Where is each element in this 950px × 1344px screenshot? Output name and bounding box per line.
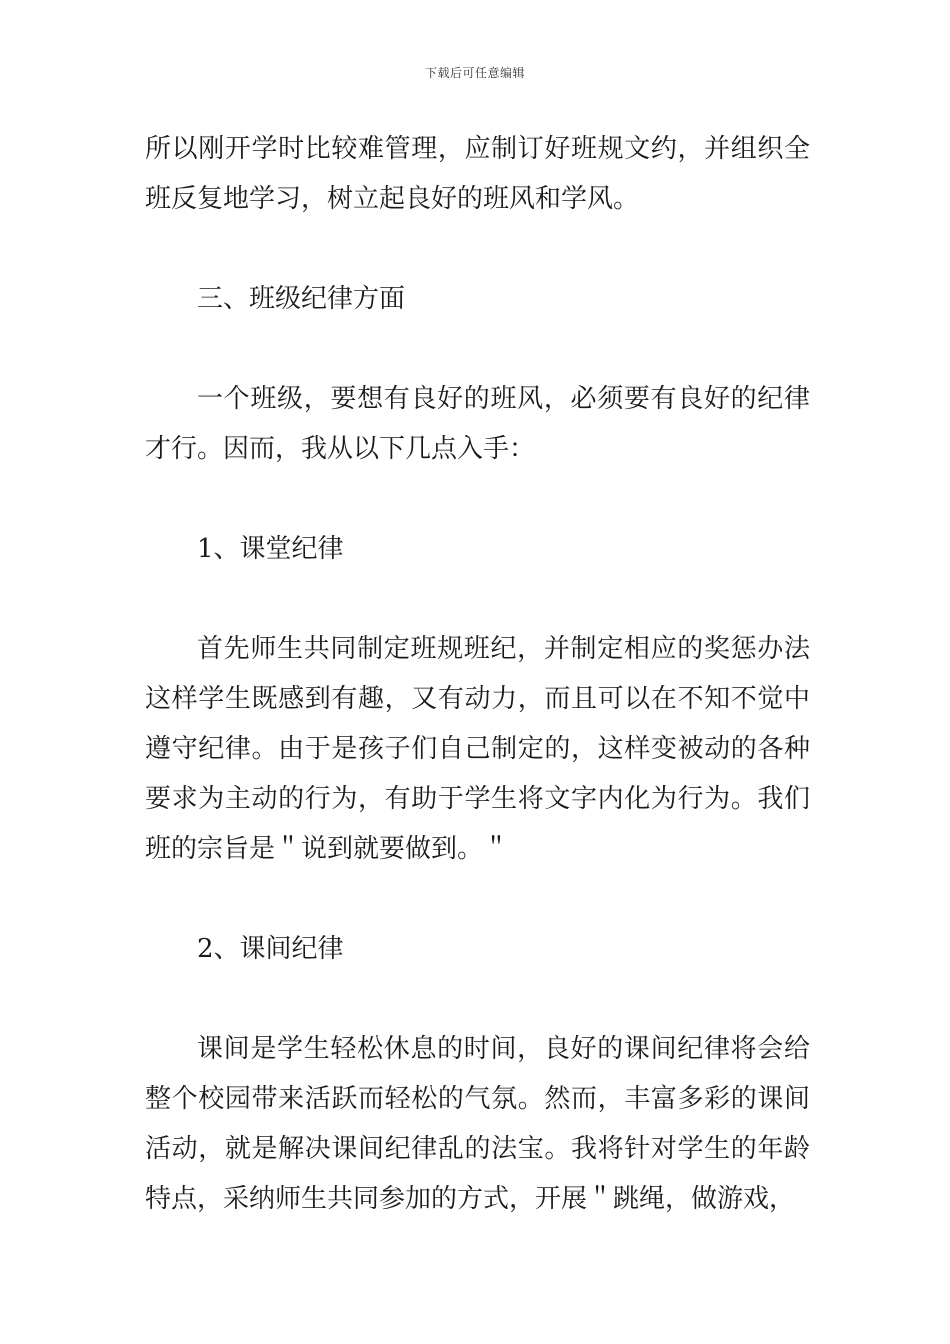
spacer [145,324,810,374]
subheading-break-discipline: 2、课间纪律 [197,934,344,964]
paragraph-break-discipline: 课间是学生轻松休息的时间，良好的课间纪律将会给整个校园带来活跃而轻松的气氛。然而，丰富多彩的课间活动，就是解决课间纪律乱的法宝。我将针对学生的年龄特点，采纳师生共同参加的方式，开展＂跳绳，做游戏， [145,1034,810,1214]
document-body [145,124,810,1224]
paragraph-class-rules: 所以刚开学时比较难管理，应制订好班规文约，并组织全班反复地学习，树立起良好的班风和学风。 [145,134,810,214]
spacer [145,474,810,524]
spacer [145,974,810,1024]
paragraph-classroom-discipline: 首先师生共同制定班规班纪，并制定相应的奖惩办法这样学生既感到有趣，又有动力，而且可以在不知不觉中遵守纪律。由于是孩子们自己制定的，这样变被动的各种要求为主动的行为，有助于学生将文字内化为行为。我们班的宗旨是＂说到就要做到。＂ [145,634,810,864]
page-header: 下载后可任意编辑 [424,66,525,80]
paragraph-discipline-intro: 一个班级，要想有良好的班风，必须要有良好的纪律才行。因而，我从以下几点入手： [145,384,810,464]
spacer [145,574,810,624]
section-heading-discipline: 三、班级纪律方面 [197,284,406,314]
subheading-classroom-discipline: 1、课堂纪律 [197,534,344,564]
spacer [145,874,810,924]
spacer [145,224,810,274]
